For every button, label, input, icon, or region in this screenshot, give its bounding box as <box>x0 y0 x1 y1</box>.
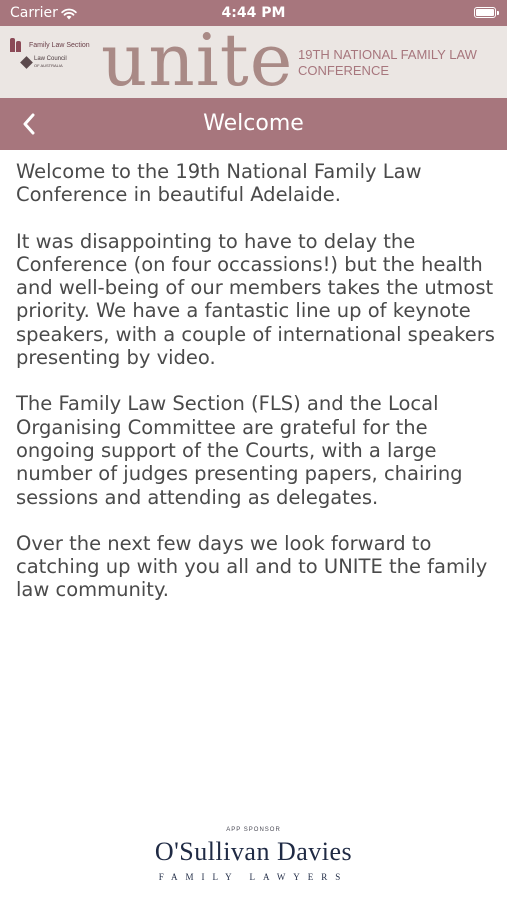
sponsor-logo-subtitle: FAMILY LAWYERS <box>158 872 349 882</box>
conference-banner <box>0 26 507 98</box>
welcome-paragraph: It was disappointing to have to delay the Conference (on four occassions!) but the health and well-being of our members takes the utmost priority. We have a fantastic line up of keynote speakers, with a couple of international speakers presenting by video. <box>16 229 495 370</box>
welcome-content <box>16 160 496 625</box>
sponsor-logo-name[interactable]: O'Sullivan Davies <box>154 837 353 866</box>
status-bar <box>0 0 507 26</box>
law-council-sub: OF AUSTRALIA <box>34 63 63 68</box>
app-sponsor-tag: APP SPONSOR <box>226 827 281 833</box>
law-council-diamond-icon <box>20 56 33 69</box>
family-figures-icon <box>10 38 26 52</box>
welcome-paragraph: Over the next few days we look forward to catching up with you all and to UNITE the family law community. <box>16 531 488 602</box>
law-council-label: Law Council <box>34 56 67 62</box>
page-title: Welcome <box>203 111 304 136</box>
welcome-paragraph: The Family Law Section (FLS) and the Local Organising Committee are grateful for the ongoing support of the Courts, with a large number of judges presenting papers, chairing sessions and attending as delegates. <box>16 392 463 509</box>
family-law-section-logo <box>10 38 90 68</box>
status-time: 4:44 PM <box>221 5 286 21</box>
welcome-paragraph: Welcome to the 19th National Family Law Conference in beautiful Adelaide. <box>16 160 422 207</box>
carrier-label: Carrier <box>10 5 58 21</box>
battery-icon <box>474 7 496 18</box>
fls-label: Family Law Section <box>29 41 90 49</box>
unite-logo-word: unite <box>101 26 294 98</box>
navigation-bar <box>0 98 507 150</box>
conference-name: 19TH NATIONAL FAMILY LAW CONFERENCE <box>298 47 477 78</box>
